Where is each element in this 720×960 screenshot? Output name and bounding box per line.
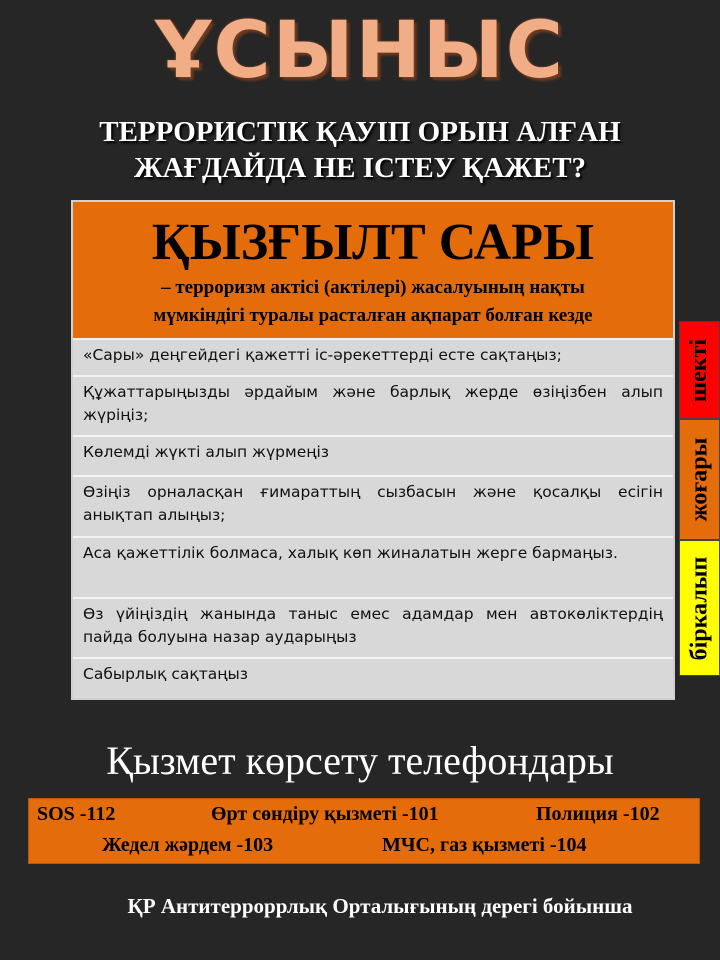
threat-level-critical	[679, 321, 720, 419]
subtitle-line-1: ТЕРРОРИСТІК ҚАУІП ОРЫН АЛҒАН	[99, 116, 621, 148]
services-title: Қызмет көрсету телефондары	[106, 738, 614, 783]
level-heading: ҚЫЗҒЫЛТ САРЫ	[151, 214, 595, 271]
threat-level-moderate	[679, 540, 720, 676]
sos-phone: SOS -112	[37, 803, 116, 825]
threat-level-high-label: жоғары	[686, 437, 713, 522]
subtitle-line-2: ЖАҒДАЙДА НЕ ІСТЕУ ҚАЖЕТ?	[133, 152, 587, 184]
police-phone: Полиция -102	[536, 803, 660, 825]
threat-level-high	[679, 419, 720, 540]
threat-level-critical-label: шекті	[686, 338, 713, 402]
instruction-table	[71, 200, 675, 700]
source-note: ҚР Антитерроррлық Орталығының дерегі бойынша	[127, 894, 633, 918]
fire-service-phone: Өрт сөндіру қызметі -101	[211, 803, 439, 825]
instruction-row: Өзіңіз орналасқан ғимараттың сызбасын және қосалқы есігін анықтап алыңыз;	[73, 475, 673, 536]
level-description-line-2: мүмкіндігі туралы расталған ақпарат болған кезде	[153, 305, 593, 326]
level-description-line-1: – терроризм актісі (актілері) жасалуының нақты	[161, 277, 585, 298]
instruction-row: Өз үйіңіздің жанында таныс емес адамдар мен автокөліктердің пайда болуына назар аударыңыз	[73, 597, 673, 657]
ambulance-phone: Жедел жәрдем -103	[102, 834, 274, 856]
service-phones-box	[28, 798, 700, 864]
poster-title: ҰСЫНЫС	[155, 6, 565, 96]
instruction-row: Көлемді жүкті алып жүрмеңіз	[73, 435, 673, 475]
threat-level-moderate-label: біркалып	[686, 556, 713, 660]
instruction-row: «Сары» деңгейдегі қажетті іс-әрекеттерді есте сақтаңыз;	[73, 338, 673, 375]
level-header	[73, 202, 673, 338]
instruction-row: Сабырлық сақтаңыз	[73, 657, 673, 694]
instruction-row: Құжаттарыңызды әрдайым және барлық жерде өзіңізбен алып жүріңіз;	[73, 375, 673, 435]
emergency-gas-phone: МЧС, газ қызметі -104	[382, 834, 587, 856]
instruction-row: Аса қажеттілік болмаса, халық көп жиналатын жерге бармаңыз.	[73, 536, 673, 597]
